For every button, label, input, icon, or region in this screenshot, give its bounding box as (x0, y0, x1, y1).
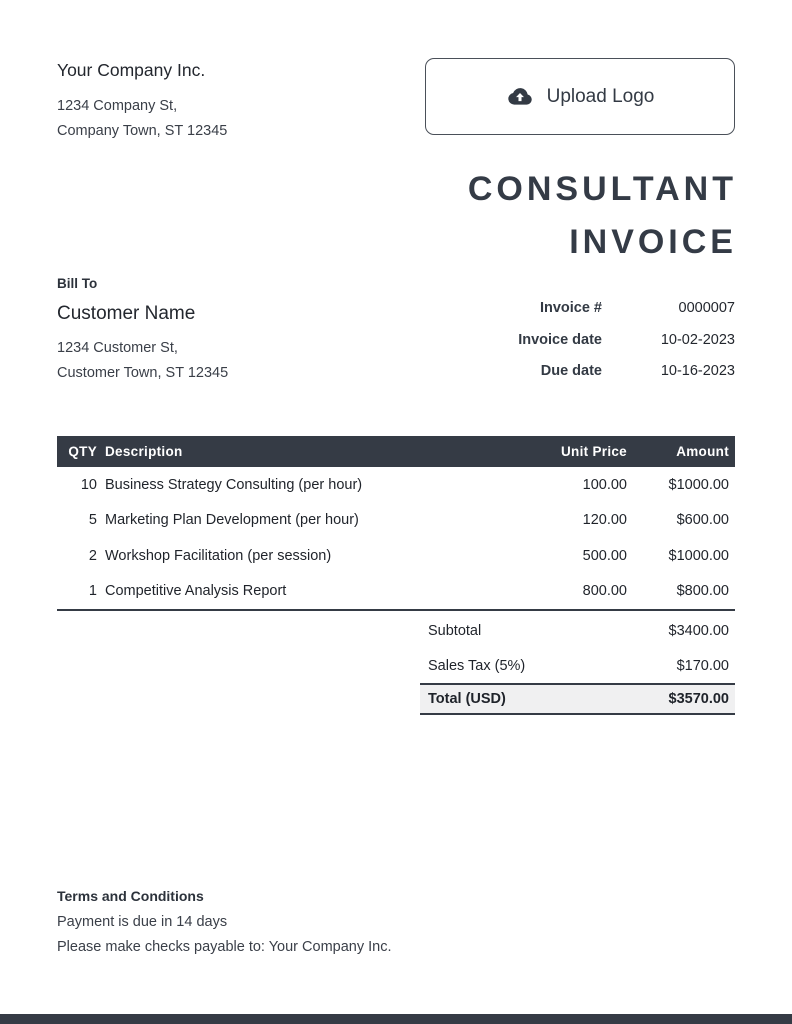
header-amount: Amount (676, 444, 729, 459)
grand-total-label: Total (USD) (428, 691, 506, 707)
company-address-line1: 1234 Company St, (57, 98, 178, 114)
subtotal-value: $3400.00 (668, 622, 729, 639)
cell-description: Marketing Plan Development (per hour) (105, 512, 359, 529)
bill-to-section (57, 276, 228, 385)
cell-unit-price: 100.00 (582, 476, 627, 493)
cell-amount: $1000.00 (668, 547, 729, 564)
cell-unit-price: 800.00 (582, 583, 627, 600)
cell-amount: $800.00 (676, 583, 729, 600)
due-date-label: Due date (540, 363, 602, 379)
cell-qty: 1 (88, 583, 97, 600)
terms-line2: Please make checks payable to: Your Company Inc. (57, 939, 392, 955)
cell-amount: $1000.00 (668, 476, 729, 493)
table-row (57, 538, 735, 574)
invoice-number-row (518, 297, 735, 319)
table-row (57, 467, 735, 503)
cell-description: Competitive Analysis Report (105, 583, 287, 600)
invoice-meta (518, 297, 735, 382)
table-row (57, 503, 735, 539)
header-unit-price: Unit Price (560, 444, 627, 459)
invoice-number-label: Invoice # (539, 300, 602, 316)
terms-title: Terms and Conditions (57, 888, 204, 904)
document-title (468, 163, 737, 269)
invoice-date-value: 10-02-2023 (660, 331, 735, 348)
cloud-upload-icon (506, 83, 534, 111)
cell-unit-price: 120.00 (582, 512, 627, 529)
customer-name: Customer Name (57, 303, 196, 324)
company-address-line2: Company Town, ST 12345 (57, 123, 228, 139)
line-items-table (57, 436, 735, 611)
table-header-row (57, 436, 735, 467)
invoice-date-row (518, 329, 735, 351)
grand-total-row (420, 683, 735, 715)
due-date-row (518, 360, 735, 382)
sales-tax-row (420, 648, 735, 683)
document-title-line1: CONSULTANT (467, 170, 737, 208)
sales-tax-label: Sales Tax (5%) (428, 657, 526, 674)
cell-description: Workshop Facilitation (per session) (105, 547, 332, 564)
bill-to-label: Bill To (57, 276, 98, 291)
customer-address (57, 336, 228, 385)
cell-description: Business Strategy Consulting (per hour) (105, 476, 363, 493)
invoice-date-label: Invoice date (518, 331, 602, 348)
cell-amount: $600.00 (676, 512, 729, 529)
upload-logo-button[interactable] (425, 58, 735, 135)
cell-unit-price: 500.00 (582, 547, 627, 564)
terms-line1: Payment is due in 14 days (57, 914, 228, 930)
customer-address-line1: 1234 Customer St, (57, 340, 178, 356)
grand-total-value: $3570.00 (668, 691, 729, 707)
invoice-number-value: 0000007 (678, 300, 735, 316)
header-qty: QTY (68, 444, 97, 459)
company-name: Your Company Inc. (57, 60, 206, 80)
cell-qty: 2 (88, 547, 97, 564)
upload-logo-label: Upload Logo (546, 85, 655, 107)
document-title-line2: INVOICE (569, 223, 737, 261)
table-body (57, 467, 735, 611)
cell-qty: 5 (88, 512, 97, 529)
table-row (57, 574, 735, 610)
due-date-value: 10-16-2023 (660, 363, 735, 379)
customer-address-line2: Customer Town, ST 12345 (57, 364, 229, 381)
subtotal-label: Subtotal (428, 622, 482, 639)
company-address (57, 94, 227, 144)
subtotal-row (420, 613, 735, 648)
sales-tax-value: $170.00 (676, 657, 729, 674)
footer-accent-bar (0, 1014, 792, 1024)
totals-section (420, 613, 735, 715)
cell-qty: 10 (80, 476, 97, 493)
company-info (57, 60, 227, 144)
terms-section (57, 888, 392, 964)
header-description: Description (105, 444, 183, 459)
